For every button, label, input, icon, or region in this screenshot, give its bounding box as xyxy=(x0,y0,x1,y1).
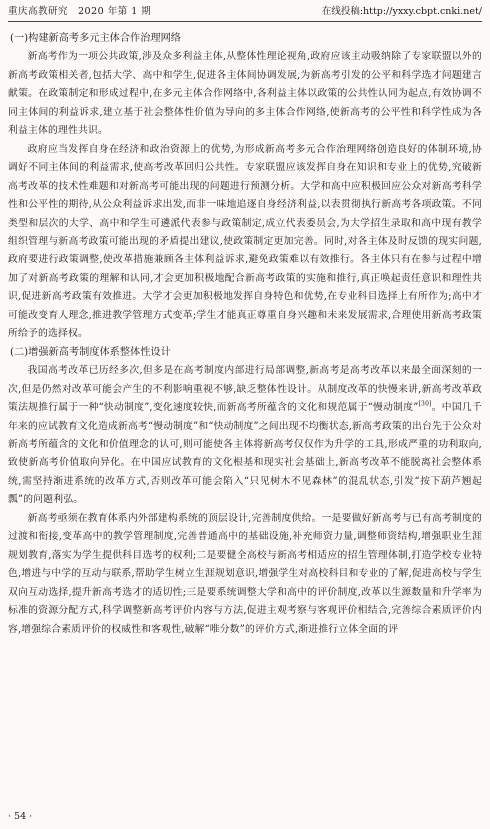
paragraph-text: 我国高考改革已历经多次,但多是在高考制度内部进行局部调整,新高考是高考改革以来最全面深刻的一次,但是仍然对改革可能会产生的不利影响重视不够,缺乏整体性设计。从制度改革的快慢来讲,新高考改革政策法规推行属于一种“快动制度”,变化速度较快,而新高考所蕴含的文化和规范属于“慢动制度” xyxy=(8,365,482,414)
running-header xyxy=(8,4,482,22)
paragraph: 新高考作为一项公共政策,涉及众多利益主体,从整体性理论视角,政府应该主动吸纳除了专家联盟以外的新高考政策相关者,包括大学、高中和学生,促进各主体间协调发展,为新高考引发的公平和科学选才问题建言献策。在政策制定和形成过程中,在多元主体合作网络中,各利益主体以政策的公共性认同为起点,有效协调不同主体间的利益诉求,建立基于社会整体性价值为导向的多主体合作网络,使新高考的公平性和科学性成为各利益主体的理性共识。 xyxy=(8,51,482,137)
paragraph: 新高考亟须在教育体系内外部建构系统的顶层设计,完善制度供给。一是要做好新高考与已有高考制度的过渡和衔接,变革高中的教学管理制度,完善普通高中的基础设施,补充师资力量,调整师资结构,增强职业生涯规划教育,落实为学生提供科目选考的权利;二是要健全高校与新高考相适应的招生管理体制,打造学校专业特色,增进与中学的互动与联系,帮助学生树立生涯规划意识,增强学生对高校科目和专业的了解,促进高校与学生双向互动选择,提升新高考选才的适切性;三是要系统调整大学和高中的评价制度,改革以生源数量和升学率为标准的资源分配方式,科学调整新高考评价内容与方法,促进主观考察与客观评价相结合,完善综合素质评价内容,增强综合素质评价的权威性和客观性,破解“唯分数”的评价方式,渐进推行立体全面的评 xyxy=(8,512,482,635)
section-heading-1: (一)构建新高考多元主体合作治理网络 xyxy=(10,33,181,44)
page-number: · 54 · xyxy=(8,811,33,822)
paragraph xyxy=(8,362,482,510)
article-body xyxy=(8,30,482,639)
journal-name: 重庆高教研究 2020 年第 1 期 xyxy=(8,6,152,17)
citation-ref: [30] xyxy=(418,400,432,408)
section-heading-2: (二)增强新高考制度体系整体性设计 xyxy=(10,346,171,358)
paragraph-text: 。中国几千年来的应试教育文化造成新高考“慢动制度”和“快动制度”之间出现不均衡状态,新高考政策的出台先于公众对新高考所蕴含的文化和价值理念的认可,则可能使各主体将新高考仅仅作为升学的工具,形成严重的功利取向,致使新高考价值取向异化。在中国应试教育的文化根基和现实社会基础上,新高考改革不能脱离社会整体系统,需坚持渐进系统的改革方式,否则改革可能会陷入“只见树木不见森林”的混乱状态,引发“按下葫芦翘起瓢”的问题利弘。 xyxy=(8,402,483,506)
submission-url: 在线投稿:http://yxxy.cbpt.cnki.net/ xyxy=(321,6,482,17)
paragraph: 政府应当发挥自身在经济和政治资源上的优势,为形成新高考多元合作治理网络创造良好的体制环境,协调好不同主体间的利益需求,使高考改革回归公共性。专家联盟应该发挥自身在知识和专业上的优势,究破新高考改革的技术性难题和对新高考可能出现的问题进行预测分析。大学和高中应积极回应公众对新高考科学性和公平性的期待,从公众利益诉求出发,而非一味地追逐自身经济利益,以表贯彻执行新高考各项政策。不同类型和层次的大学、高中和学生可遴派代表参与政策制定,成立代表委员会,为大学招生录取和高中现有教学组织管理与新高考政策可能出现的矛盾提出建议,使政策制定更加完善。同时,对各主体及时反馈的现实问题,政府要进行政策调整,使改革措施兼顾各主体利益诉求,避免政策难以有效推行。各主体只有在参与过程中增加了对新高考政策的理解和认同,才会更加积极地配合新高考政策的实施和推行,真正唤起责任意识和理性共识,促进新高考政策有效推进。大学才会更加积极地发挥自身特色和优势,在专业科目选择上有所作为;高中才可能改变育人理念,推进教学管理方式变革;学生才能真正尊重自身兴趣和未来发展需求,合理使用新高考政策所给予的选择权。 xyxy=(8,143,482,340)
